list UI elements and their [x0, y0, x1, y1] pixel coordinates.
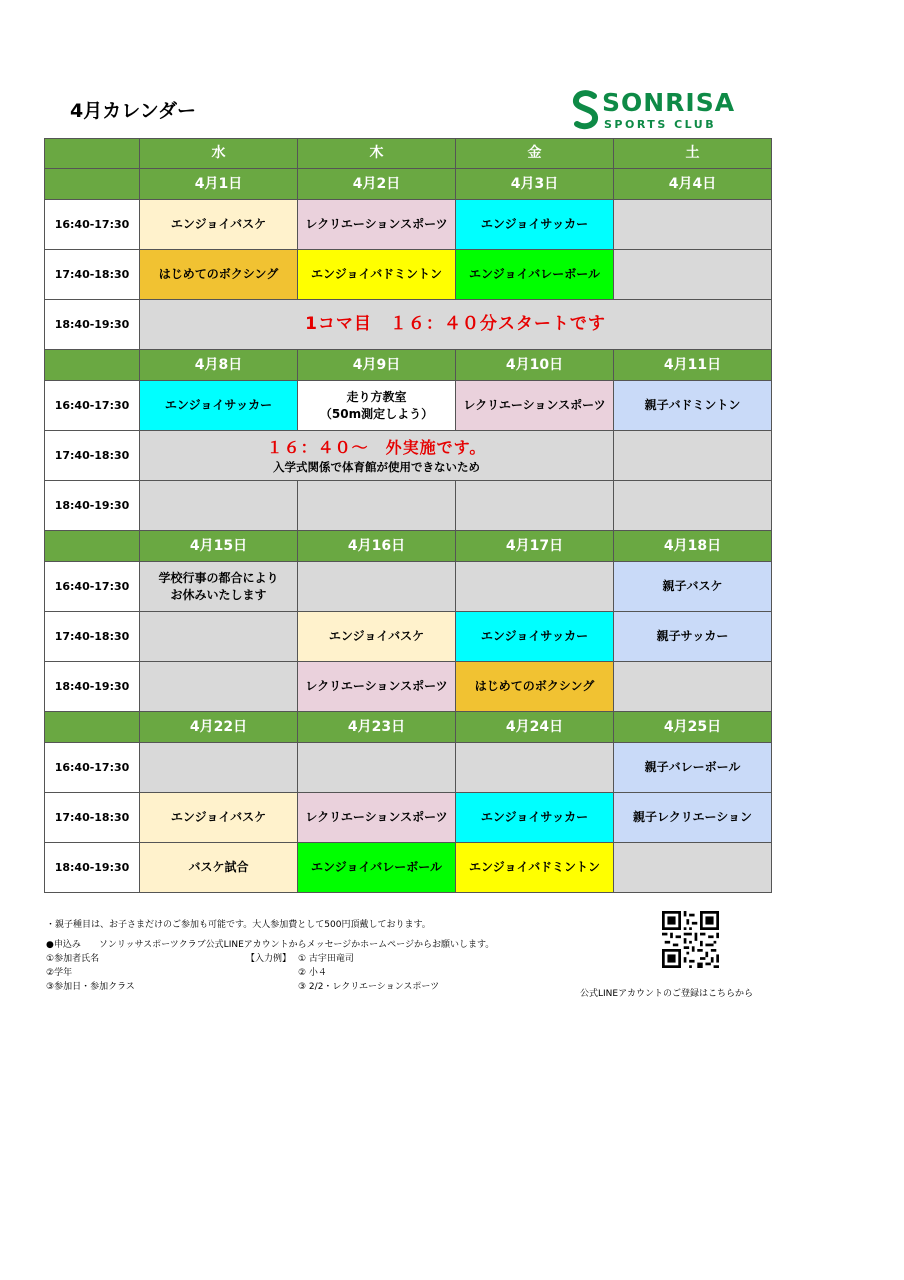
empty-cell [456, 481, 614, 531]
empty-cell [140, 662, 298, 712]
time-row [44, 250, 772, 300]
time-row [44, 300, 772, 350]
field-name-label: ①参加者氏名 [46, 954, 100, 964]
footer-notes [46, 918, 494, 994]
class-cell: レクリエーションスポーツ [298, 793, 456, 843]
time-row [44, 743, 772, 793]
date-corner [45, 531, 140, 562]
empty-cell [456, 743, 614, 793]
sonrisa-logo [572, 88, 736, 134]
class-cell: エンジョイサッカー [456, 200, 614, 250]
empty-cell [140, 612, 298, 662]
date-cell: 4月4日 [614, 169, 772, 200]
date-cell: 4月9日 [298, 350, 456, 381]
logo-name: SONRISA [602, 88, 736, 117]
empty-cell [140, 481, 298, 531]
date-cell: 4月23日 [298, 712, 456, 743]
empty-cell [614, 662, 772, 712]
empty-cell [298, 743, 456, 793]
time-slot: 16:40-17:30 [45, 200, 140, 250]
empty-cell [614, 431, 772, 481]
empty-cell [614, 481, 772, 531]
date-cell: 4月1日 [140, 169, 298, 200]
date-cell: 4月22日 [140, 712, 298, 743]
time-row [44, 612, 772, 662]
empty-cell [614, 250, 772, 300]
outdoor-notice [140, 431, 614, 481]
class-cell: エンジョイバスケ [298, 612, 456, 662]
example-class: ③ 2/2・レクリエーションスポーツ [298, 982, 440, 992]
empty-cell [298, 481, 456, 531]
empty-cell [456, 562, 614, 612]
form-row-2 [46, 966, 494, 980]
family-note: ・親子種目は、お子さまだけのご参加も可能です。大人参加費として500円頂戴しております。 [46, 920, 431, 930]
field-class-label: ③参加日・参加クラス [46, 982, 135, 992]
date-cell: 4月18日 [614, 531, 772, 562]
date-cell: 4月25日 [614, 712, 772, 743]
sonrisa-s-logo-icon [572, 90, 600, 130]
cancel-notice: 学校行事の都合により お休みいたします [140, 562, 298, 612]
time-slot: 17:40-18:30 [45, 612, 140, 662]
form-row-1 [46, 952, 494, 966]
time-row [44, 662, 772, 712]
example-grade: ② 小４ [298, 968, 327, 978]
date-corner [45, 169, 140, 200]
date-row [44, 531, 772, 562]
class-cell: エンジョイバスケ [140, 200, 298, 250]
date-cell: 4月8日 [140, 350, 298, 381]
time-row [44, 381, 772, 431]
class-cell: エンジョイバスケ [140, 793, 298, 843]
class-cell: はじめてのボクシング [456, 662, 614, 712]
class-cell: エンジョイサッカー [456, 612, 614, 662]
example-name: ① 古宇田竜司 [298, 954, 354, 964]
date-cell: 4月16日 [298, 531, 456, 562]
date-cell: 4月24日 [456, 712, 614, 743]
application-note: ●申込み ソンリッサスポーツクラブ公式LINEアカウントからメッセージかホームページからお願いします。 [46, 940, 495, 950]
calendar-table [44, 138, 772, 893]
date-cell: 4月3日 [456, 169, 614, 200]
time-slot: 17:40-18:30 [45, 431, 140, 481]
class-cell: エンジョイバドミントン [298, 250, 456, 300]
class-cell: レクリエーションスポーツ [298, 662, 456, 712]
time-slot: 16:40-17:30 [45, 743, 140, 793]
time-slot: 18:40-19:30 [45, 662, 140, 712]
date-cell: 4月11日 [614, 350, 772, 381]
time-slot: 16:40-17:30 [45, 562, 140, 612]
day-header-row [44, 138, 772, 169]
empty-cell [614, 200, 772, 250]
time-row [44, 200, 772, 250]
time-row [44, 481, 772, 531]
day-sat: 土 [614, 138, 772, 169]
time-slot: 17:40-18:30 [45, 793, 140, 843]
empty-cell [140, 743, 298, 793]
time-row [44, 431, 772, 481]
class-cell: エンジョイバレーボール [456, 250, 614, 300]
class-cell: エンジョイバドミントン [456, 843, 614, 893]
date-row [44, 169, 772, 200]
form-row-3 [46, 980, 494, 994]
page-title: 4月カレンダー [70, 100, 196, 122]
class-cell: はじめてのボクシング [140, 250, 298, 300]
start-time-banner: 1コマ目 １６：４０分スタートです [140, 300, 772, 350]
date-corner [45, 712, 140, 743]
time-row [44, 793, 772, 843]
day-wed: 水 [140, 138, 298, 169]
time-row [44, 562, 772, 612]
empty-cell [614, 843, 772, 893]
date-cell: 4月10日 [456, 350, 614, 381]
class-cell: エンジョイバレーボール [298, 843, 456, 893]
class-cell: バスケ試合 [140, 843, 298, 893]
time-slot: 16:40-17:30 [45, 381, 140, 431]
date-cell: 4月2日 [298, 169, 456, 200]
date-cell: 4月15日 [140, 531, 298, 562]
class-cell: 親子バレーボール [614, 743, 772, 793]
outdoor-notice-sub: 入学式関係で体育館が使用できないため [273, 459, 480, 474]
corner-cell [45, 138, 140, 169]
class-cell: 親子レクリエーション [614, 793, 772, 843]
class-cell: 走り方教室 （50m測定しよう） [298, 381, 456, 431]
field-grade-label: ②学年 [46, 968, 73, 978]
time-slot: 18:40-19:30 [45, 843, 140, 893]
day-thu: 木 [298, 138, 456, 169]
empty-cell [298, 562, 456, 612]
date-row [44, 712, 772, 743]
example-label: 【入力例】 [246, 954, 292, 964]
time-slot: 18:40-19:30 [45, 481, 140, 531]
time-row [44, 843, 772, 893]
date-corner [45, 350, 140, 381]
logo-subtitle: SPORTS CLUB [604, 118, 717, 131]
time-slot: 18:40-19:30 [45, 300, 140, 350]
date-cell: 4月17日 [456, 531, 614, 562]
class-cell: 親子バドミントン [614, 381, 772, 431]
class-cell: レクリエーションスポーツ [456, 381, 614, 431]
time-slot: 17:40-18:30 [45, 250, 140, 300]
class-cell: エンジョイサッカー [140, 381, 298, 431]
outdoor-notice-main: １６：４０～ 外実施です。 [266, 437, 487, 457]
qr-caption: 公式LINEアカウントのご登録はこちらから [580, 989, 753, 999]
day-fri: 金 [456, 138, 614, 169]
date-row [44, 350, 772, 381]
qr-code-icon[interactable] [662, 911, 719, 968]
class-cell: 親子バスケ [614, 562, 772, 612]
class-cell: エンジョイサッカー [456, 793, 614, 843]
class-cell: 親子サッカー [614, 612, 772, 662]
class-cell: レクリエーションスポーツ [298, 200, 456, 250]
